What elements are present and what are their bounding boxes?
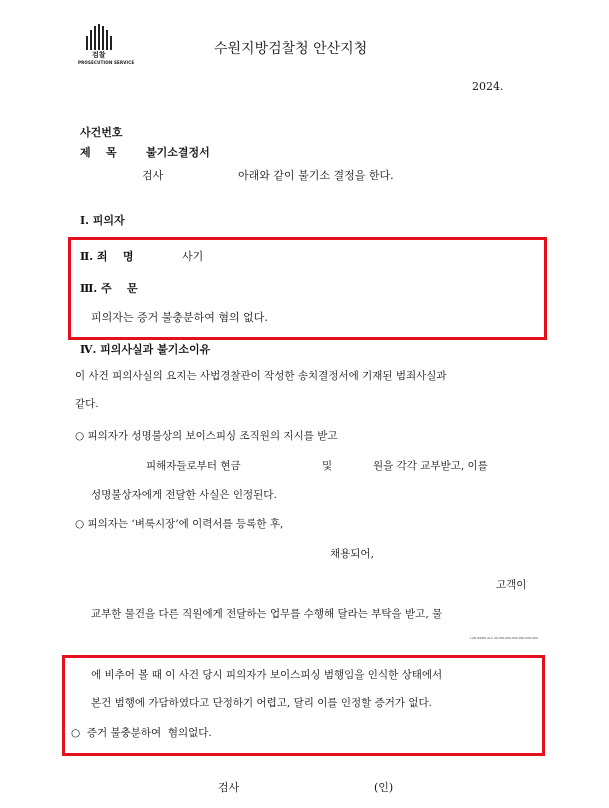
bullet-line: ○ 증거 불충분하여 혐의없다. <box>71 727 212 739</box>
case-number-label: 사건번호 <box>80 126 123 139</box>
intro-prosecutor: 검사 <box>142 169 164 182</box>
bullet-line: ○ 피의자는 ‘벼룩시장’에 이력서를 등록한 후, <box>75 518 284 530</box>
bullet-line: 및 <box>322 460 333 472</box>
section-charge-value: 사기 <box>182 250 204 263</box>
section-facts-reasons: Ⅳ. 피의사실과 불기소이유 <box>80 343 211 356</box>
footer-seal: (인) <box>374 781 394 794</box>
bullet-line: 원을 각각 교부받고, 이를 <box>373 460 488 472</box>
bullet-line: 채용되어, <box>330 548 374 560</box>
section-charge-label: Ⅱ. 죄 명 <box>80 250 134 263</box>
logo-subtitle: PROSECUTION SERVICE <box>78 60 135 65</box>
footer-prosecutor: 검사 <box>218 781 240 794</box>
intro-text: 아래와 같이 불기소 결정을 한다. <box>238 169 394 182</box>
bullet-line: ○ 피의자가 성명불상의 보이스피싱 조직원의 지시를 받고 <box>75 430 338 442</box>
prosecution-logo-icon <box>86 24 116 50</box>
section-disposition-text: 피의자는 증거 불충분하여 혐의 없다. <box>91 311 268 324</box>
bullet-line: 고객이 <box>496 579 527 591</box>
bullet-line: 본건 범행에 가담하였다고 단정하기 어렵고, 달리 이를 인정할 증거가 없다. <box>91 697 433 709</box>
section-suspect: Ⅰ. 피의자 <box>80 214 125 227</box>
subject-label: 제 목 <box>80 146 117 159</box>
bullet-line: 성명불상자에게 전달한 사실은 인정된다. <box>91 489 277 501</box>
subject-value: 불기소결정서 <box>146 146 210 159</box>
body-paragraph-line: 이 사건 피의사실의 요지는 사법경찰관이 작성한 송치결정서에 기재된 범죄사실과 <box>75 370 447 382</box>
logo-text: 검찰 <box>92 51 106 59</box>
body-paragraph-line: 같다. <box>75 398 99 410</box>
document-year: 2024. <box>472 80 504 93</box>
bullet-line: 피해자들로부터 현금 <box>146 460 241 472</box>
office-title: 수원지방검찰청 안산지청 <box>214 41 368 57</box>
tiny-note: LAN ISSMS ALC 40,000,000,000,000,000,000 <box>470 636 538 640</box>
bullet-line: 교부한 물건을 다른 직원에게 전달하는 업무를 수행해 달라는 부탁을 받고, 물 <box>91 608 443 620</box>
section-disposition-label: Ⅲ. 주 문 <box>80 282 138 295</box>
bullet-line: 에 비추어 볼 때 이 사건 당시 피의자가 보이스피싱 범행임을 인식한 상태에서 <box>91 669 443 681</box>
